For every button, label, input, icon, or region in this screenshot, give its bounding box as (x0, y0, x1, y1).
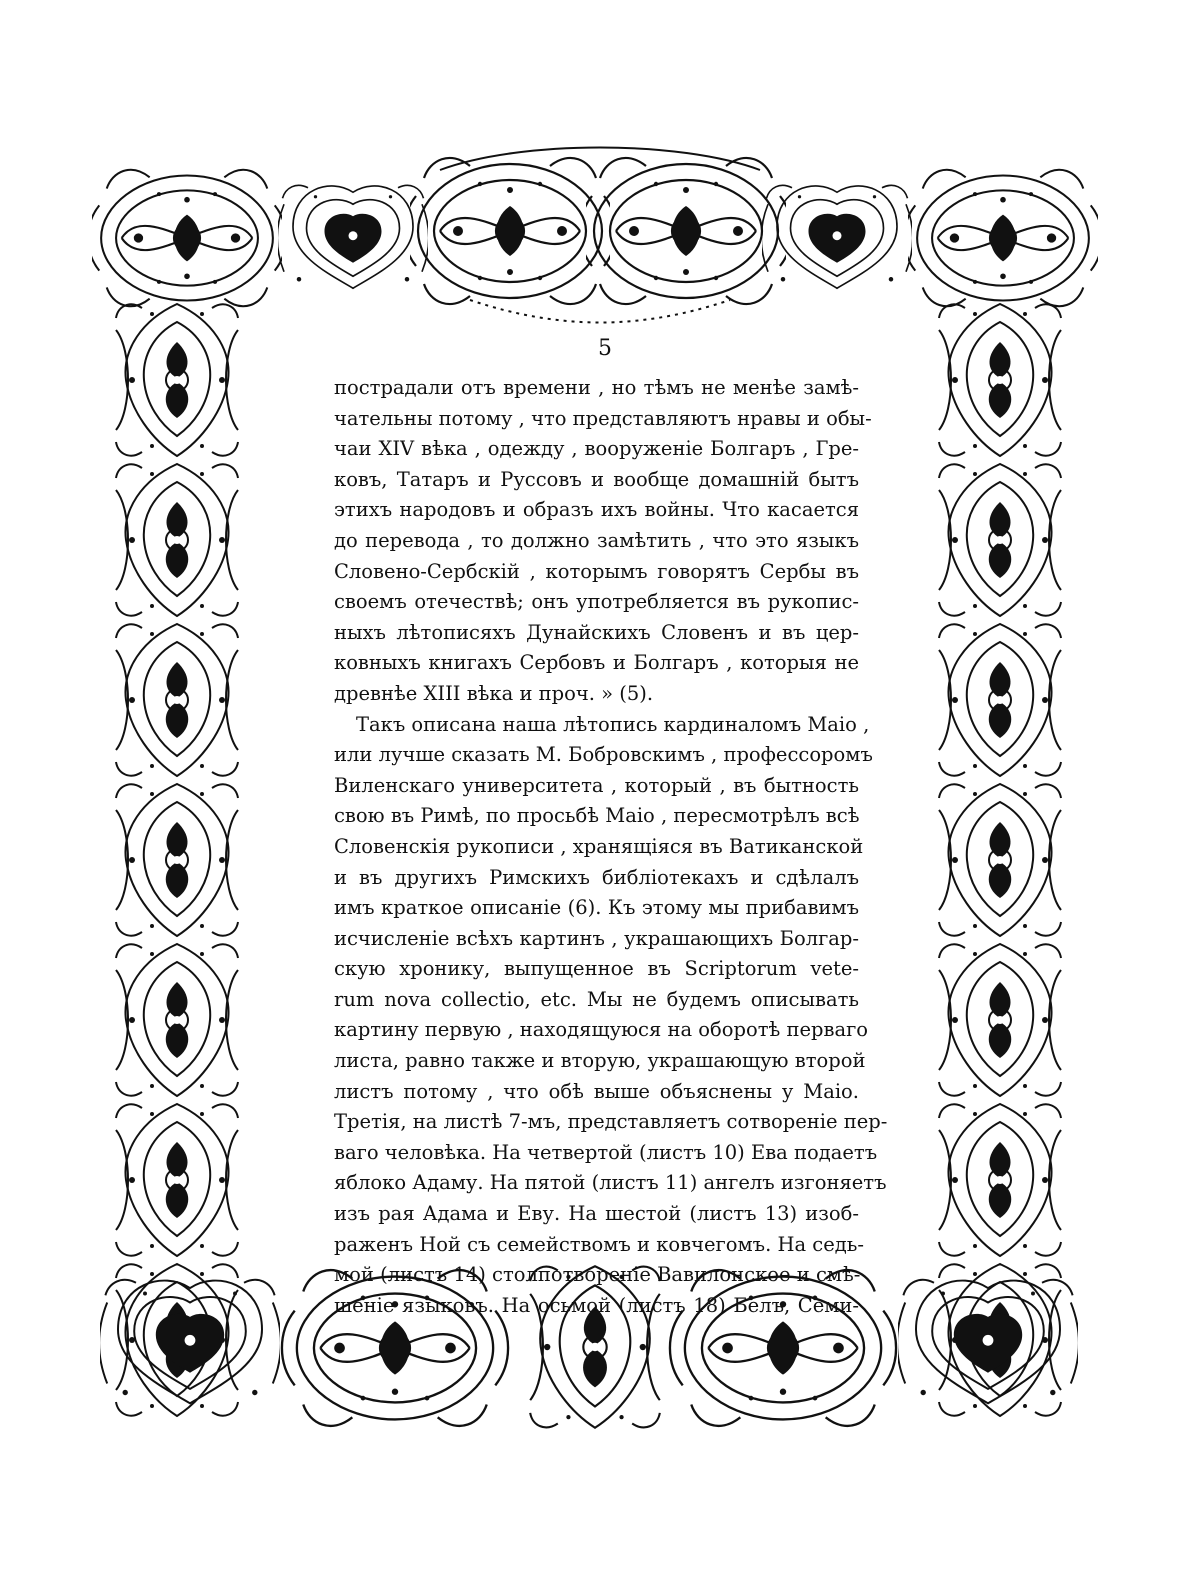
top-frieze (88, 148, 1102, 323)
paragraph (334, 373, 872, 710)
right-column (939, 304, 1061, 1416)
text-line: Третія, на листѣ 7-мъ, представляетъ сотвореніе пер- (334, 1110, 888, 1134)
page-number: 5 (598, 336, 612, 361)
text-line: ныхъ лѣтописяхъ Дунайскихъ Словенъ и въ цер- (334, 620, 859, 644)
text-line: раженъ Ной съ семействомъ и ковчегомъ. На седь- (334, 1232, 864, 1256)
text-line: Словено-Сербскій , которымъ говорятъ Сербы въ (334, 559, 859, 583)
text-line: и въ другихъ Римскихъ библіотекахъ и сдѣлалъ (334, 865, 859, 889)
text-line: Словенскія рукописи , хранящіяся въ Ватиканской (334, 834, 864, 858)
text-line: Такъ описана наша лѣтопись кардиналомъ Маіо , (356, 712, 870, 736)
text-line: чаи XIV вѣка , одежду , вооруженіе Болгаръ , Гре- (334, 437, 859, 461)
text-line: ковъ, Татаръ и Руссовъ и вообще домашній бытъ (334, 467, 859, 491)
text-line: пострадали отъ времени , но тѣмъ не менѣе замѣ- (334, 376, 859, 399)
text-line: листъ потому , что обѣ выше объяснены у Маіо. (334, 1079, 859, 1103)
text-line: исчисленіе всѣхъ картинъ , украшающихъ Болгар- (334, 926, 859, 950)
text-line: до перевода , то должно замѣтить , что это языкъ (334, 528, 859, 552)
text-line: или лучше сказать М. Бобровскимъ , профессоромъ (334, 743, 873, 767)
body-text (334, 373, 888, 1321)
text-line: чательны потому , что представляютъ нравы и обы- (334, 406, 872, 430)
text-line: шеніе языковъ. На осьмой (листъ 18) Белъ, Семи- (334, 1293, 859, 1317)
text-line: Виленскаго университета , который , въ бытность (334, 773, 859, 797)
text-line: древнѣе XIII вѣка и проч. » (5). (334, 681, 654, 705)
text-line: ковныхъ книгахъ Сербовъ и Болгаръ , которыя не (334, 651, 859, 675)
text-line: скую хронику, выпущенное въ Scriptorum vete- (334, 957, 859, 981)
text-line: листа, равно также и вторую, украшающую второй (334, 1049, 866, 1073)
text-line: яблоко Адаму. На пятой (листъ 11) ангелъ изгоняетъ (334, 1171, 887, 1195)
paragraph (334, 710, 888, 1322)
text-line: свою въ Римѣ, по просьбѣ Маіо , пересмотрѣлъ всѣ (334, 804, 860, 828)
text-line: ваго человѣка. На четвертой (листъ 10) Ева подаетъ (334, 1140, 878, 1164)
text-line: rum nova collectio, etc. Мы не будемъ описывать (334, 987, 859, 1011)
text-line: своемъ отечествѣ; онъ употребляется въ рукопис- (334, 590, 859, 614)
text-line: этихъ народовъ и образъ ихъ войны. Что касается (334, 498, 859, 522)
text-line: имъ краткое описаніе (6). Къ этому мы прибавимъ (334, 896, 859, 920)
text-line: картину первую , находящуюся на оборотѣ перваго (334, 1018, 869, 1042)
left-column (116, 304, 238, 1416)
text-line: мой (листъ 14) столпотвореніе Вавилонское и смѣ- (334, 1263, 861, 1287)
text-line: изъ рая Адама и Еву. На шестой (листъ 13) изоб- (334, 1202, 859, 1226)
